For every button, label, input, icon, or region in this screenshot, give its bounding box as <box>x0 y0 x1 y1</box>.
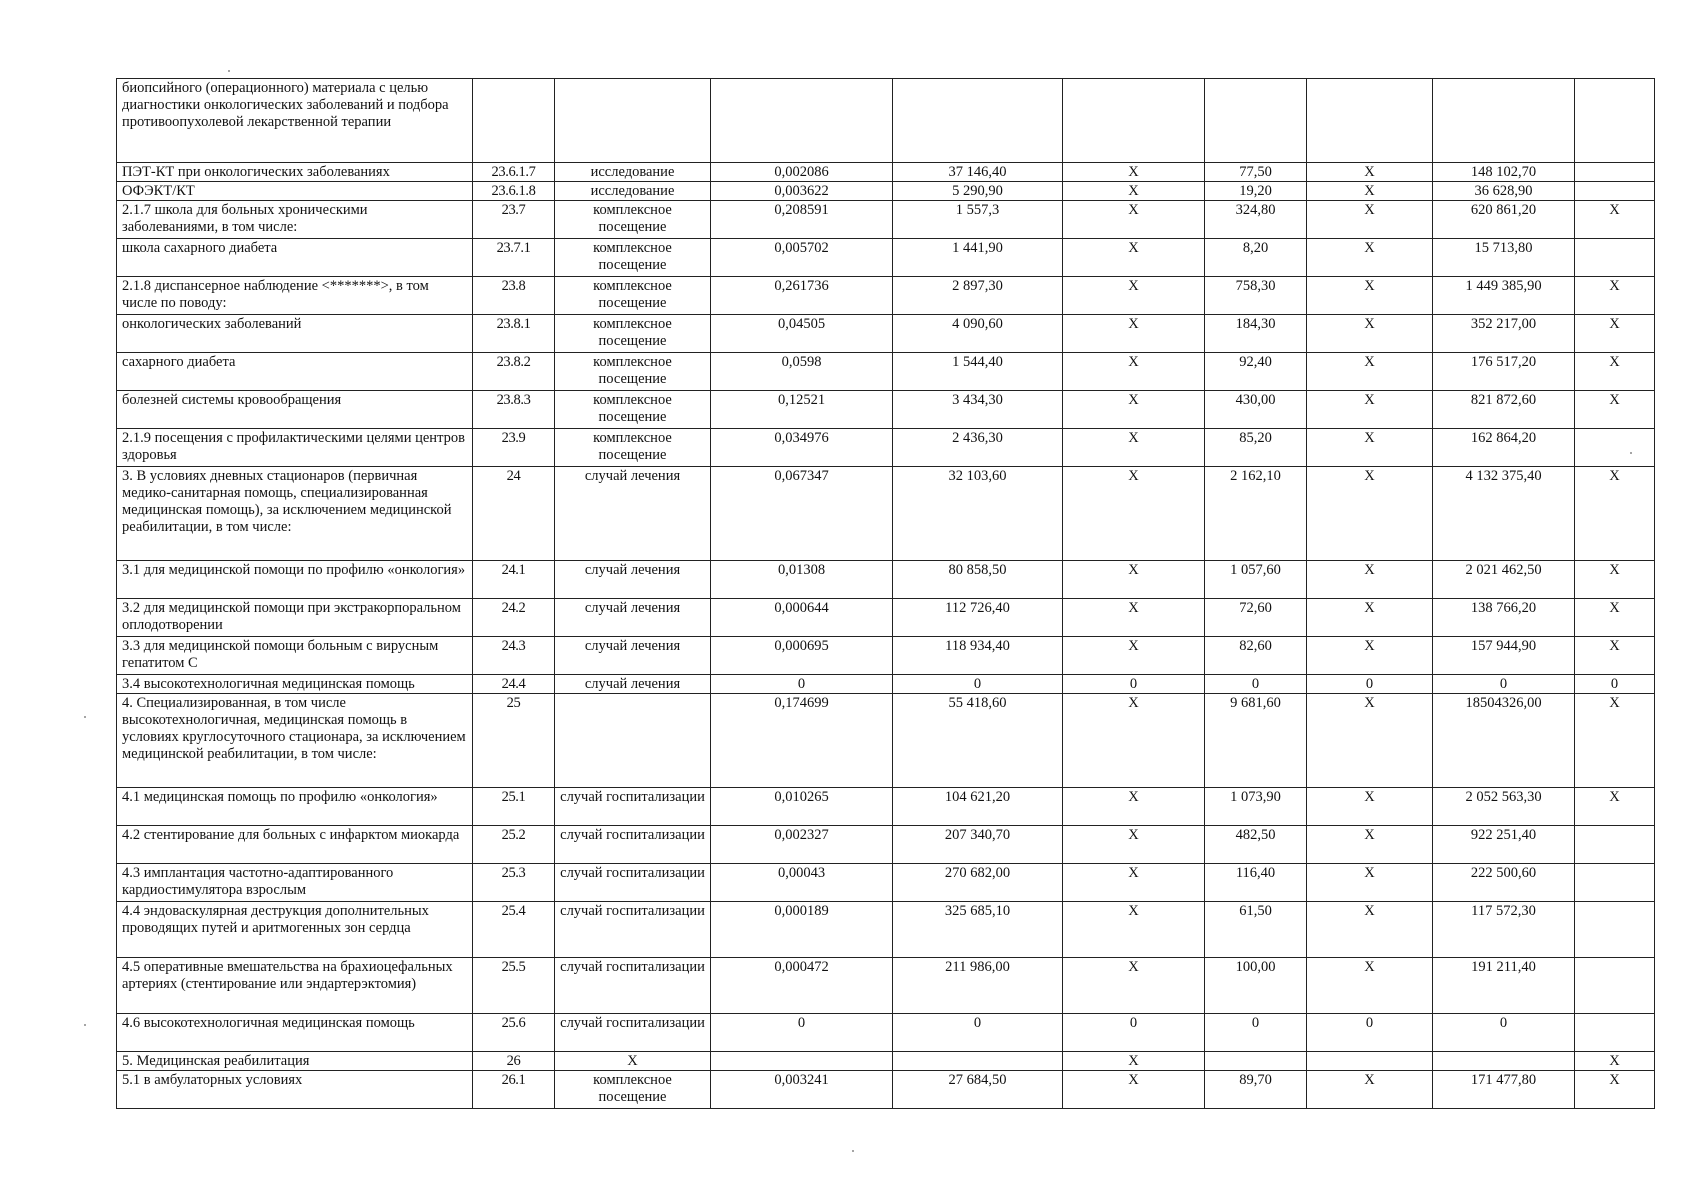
row-norm: 0 <box>711 1014 893 1052</box>
row-col8: X <box>1307 201 1433 239</box>
table-row <box>117 675 1655 694</box>
row-col6: X <box>1063 467 1205 561</box>
row-sum2: 352 217,00 <box>1433 315 1575 353</box>
row-code: 26 <box>473 1052 555 1071</box>
row-unit: комплексное посещение <box>555 239 711 277</box>
row-cost: 1 557,3 <box>893 201 1063 239</box>
row-col8: X <box>1307 239 1433 277</box>
row-col10 <box>1575 902 1655 958</box>
row-col6: X <box>1063 694 1205 788</box>
row-col10: X <box>1575 599 1655 637</box>
row-unit: X <box>555 1052 711 1071</box>
row-col6: X <box>1063 239 1205 277</box>
row-col10: X <box>1575 637 1655 675</box>
row-code: 23.7.1 <box>473 239 555 277</box>
row-name: 3.4 высокотехнологичная медицинская помощь <box>117 675 473 694</box>
row-norm: 0,034976 <box>711 429 893 467</box>
row-norm <box>711 79 893 163</box>
row-sum1: 324,80 <box>1205 201 1307 239</box>
row-cost: 118 934,40 <box>893 637 1063 675</box>
row-cost: 211 986,00 <box>893 958 1063 1014</box>
row-col6: 0 <box>1063 1014 1205 1052</box>
row-code <box>473 79 555 163</box>
row-unit: случай лечения <box>555 467 711 561</box>
row-cost: 0 <box>893 675 1063 694</box>
row-col8 <box>1307 1052 1433 1071</box>
row-col8: X <box>1307 277 1433 315</box>
row-col6: 0 <box>1063 675 1205 694</box>
row-cost: 104 621,20 <box>893 788 1063 826</box>
row-norm: 0,000189 <box>711 902 893 958</box>
row-col10 <box>1575 826 1655 864</box>
row-cost <box>893 79 1063 163</box>
row-norm: 0,010265 <box>711 788 893 826</box>
row-cost: 80 858,50 <box>893 561 1063 599</box>
row-unit: комплексное посещение <box>555 391 711 429</box>
row-col8: X <box>1307 1071 1433 1109</box>
table-row <box>117 599 1655 637</box>
row-norm: 0,000695 <box>711 637 893 675</box>
row-norm: 0,067347 <box>711 467 893 561</box>
row-name: онкологических заболеваний <box>117 315 473 353</box>
row-sum2: 922 251,40 <box>1433 826 1575 864</box>
row-norm: 0,208591 <box>711 201 893 239</box>
row-norm: 0,01308 <box>711 561 893 599</box>
row-unit: случай лечения <box>555 599 711 637</box>
row-col10 <box>1575 79 1655 163</box>
table-body <box>117 79 1655 1109</box>
row-col10: X <box>1575 561 1655 599</box>
row-col10: X <box>1575 1071 1655 1109</box>
row-code: 24.1 <box>473 561 555 599</box>
row-sum2: 148 102,70 <box>1433 163 1575 182</box>
row-name: 3.3 для медицинской помощи больным с вирусным гепатитом С <box>117 637 473 675</box>
row-sum2: 176 517,20 <box>1433 353 1575 391</box>
table-row <box>117 561 1655 599</box>
row-sum2: 191 211,40 <box>1433 958 1575 1014</box>
row-col10: 0 <box>1575 675 1655 694</box>
row-name: биопсийного (операционного) материала с целью диагностики онкологических заболеваний и подбора противоопухолевой лекарственной терапии <box>117 79 473 163</box>
row-sum1: 0 <box>1205 1014 1307 1052</box>
row-name: 5.1 в амбулаторных условиях <box>117 1071 473 1109</box>
row-code: 24 <box>473 467 555 561</box>
row-name: 4. Специализированная, в том числе высокотехнологичная, медицинская помощь в условиях круглосуточного стационара, за исключением медицинской реабилитации, в том числе: <box>117 694 473 788</box>
row-code: 23.9 <box>473 429 555 467</box>
row-name: ПЭТ-КТ при онкологических заболеваниях <box>117 163 473 182</box>
row-sum1: 72,60 <box>1205 599 1307 637</box>
row-cost: 32 103,60 <box>893 467 1063 561</box>
row-col6: X <box>1063 637 1205 675</box>
row-sum2: 2 021 462,50 <box>1433 561 1575 599</box>
row-unit: комплексное посещение <box>555 201 711 239</box>
row-name: 4.4 эндоваскулярная деструкция дополнительных проводящих путей и аритмогенных зон сердца <box>117 902 473 958</box>
row-unit: случай госпитализации <box>555 826 711 864</box>
row-cost: 325 685,10 <box>893 902 1063 958</box>
row-norm: 0,002327 <box>711 826 893 864</box>
row-sum2: 620 861,20 <box>1433 201 1575 239</box>
row-code: 25 <box>473 694 555 788</box>
row-sum1: 19,20 <box>1205 182 1307 201</box>
row-cost: 1 544,40 <box>893 353 1063 391</box>
table-row <box>117 182 1655 201</box>
row-col8: X <box>1307 826 1433 864</box>
row-code: 23.7 <box>473 201 555 239</box>
row-col8: X <box>1307 788 1433 826</box>
row-unit: комплексное посещение <box>555 315 711 353</box>
row-cost: 55 418,60 <box>893 694 1063 788</box>
row-col10 <box>1575 163 1655 182</box>
row-code: 26.1 <box>473 1071 555 1109</box>
row-col6: X <box>1063 561 1205 599</box>
row-sum1: 9 681,60 <box>1205 694 1307 788</box>
scan-speck <box>228 70 230 72</box>
row-sum2: 36 628,90 <box>1433 182 1575 201</box>
row-col6: X <box>1063 1071 1205 1109</box>
row-norm: 0,12521 <box>711 391 893 429</box>
row-code: 23.6.1.7 <box>473 163 555 182</box>
row-col8: 0 <box>1307 1014 1433 1052</box>
row-sum1: 8,20 <box>1205 239 1307 277</box>
row-sum1: 85,20 <box>1205 429 1307 467</box>
row-col8: X <box>1307 353 1433 391</box>
row-col8: X <box>1307 391 1433 429</box>
row-col8: X <box>1307 637 1433 675</box>
scan-speck <box>84 716 86 718</box>
row-col10: X <box>1575 201 1655 239</box>
row-col8: X <box>1307 902 1433 958</box>
row-cost: 112 726,40 <box>893 599 1063 637</box>
row-col6: X <box>1063 353 1205 391</box>
row-norm: 0,261736 <box>711 277 893 315</box>
row-col6: X <box>1063 315 1205 353</box>
row-cost: 2 897,30 <box>893 277 1063 315</box>
row-cost: 207 340,70 <box>893 826 1063 864</box>
row-sum2: 15 713,80 <box>1433 239 1575 277</box>
row-code: 23.8.2 <box>473 353 555 391</box>
row-unit: случай госпитализации <box>555 1014 711 1052</box>
row-name: 3.1 для медицинской помощи по профилю «онкология» <box>117 561 473 599</box>
row-cost: 27 684,50 <box>893 1071 1063 1109</box>
row-col8: X <box>1307 958 1433 1014</box>
row-sum2: 4 132 375,40 <box>1433 467 1575 561</box>
row-col10 <box>1575 182 1655 201</box>
scan-speck <box>1630 452 1632 454</box>
row-col6: X <box>1063 201 1205 239</box>
row-sum1: 77,50 <box>1205 163 1307 182</box>
table-row <box>117 1052 1655 1071</box>
table-row <box>117 315 1655 353</box>
row-col6: X <box>1063 429 1205 467</box>
row-col6: X <box>1063 182 1205 201</box>
row-sum1: 184,30 <box>1205 315 1307 353</box>
row-unit <box>555 79 711 163</box>
table-row <box>117 239 1655 277</box>
row-name: 2.1.9 посещения с профилактическими целями центров здоровья <box>117 429 473 467</box>
row-col6: X <box>1063 277 1205 315</box>
row-name: 5. Медицинская реабилитация <box>117 1052 473 1071</box>
row-col6 <box>1063 79 1205 163</box>
row-col10: X <box>1575 788 1655 826</box>
row-col8: X <box>1307 599 1433 637</box>
row-col6: X <box>1063 599 1205 637</box>
table-row <box>117 902 1655 958</box>
table-row <box>117 694 1655 788</box>
row-sum2: 0 <box>1433 675 1575 694</box>
row-norm: 0,04505 <box>711 315 893 353</box>
table-row <box>117 163 1655 182</box>
row-cost: 270 682,00 <box>893 864 1063 902</box>
row-norm: 0,003241 <box>711 1071 893 1109</box>
row-col10: X <box>1575 353 1655 391</box>
row-norm: 0 <box>711 675 893 694</box>
row-col6: X <box>1063 163 1205 182</box>
row-unit: исследование <box>555 163 711 182</box>
row-name: 4.5 оперативные вмешательства на брахиоцефальных артериях (стентирование или эндартерэктомия) <box>117 958 473 1014</box>
row-name: 4.6 высокотехнологичная медицинская помощь <box>117 1014 473 1052</box>
row-sum1: 2 162,10 <box>1205 467 1307 561</box>
row-unit: комплексное посещение <box>555 277 711 315</box>
row-col10: X <box>1575 694 1655 788</box>
row-col6: X <box>1063 902 1205 958</box>
row-unit: комплексное посещение <box>555 1071 711 1109</box>
row-sum2 <box>1433 79 1575 163</box>
row-unit: случай лечения <box>555 675 711 694</box>
row-name: 4.3 имплантация частотно-адаптированного кардиостимулятора взрослым <box>117 864 473 902</box>
table-row <box>117 201 1655 239</box>
table-row <box>117 864 1655 902</box>
row-col6: X <box>1063 391 1205 429</box>
table-row <box>117 467 1655 561</box>
row-sum1: 92,40 <box>1205 353 1307 391</box>
row-sum2: 2 052 563,30 <box>1433 788 1575 826</box>
scan-speck <box>84 1024 86 1026</box>
row-col10 <box>1575 958 1655 1014</box>
row-code: 23.8.1 <box>473 315 555 353</box>
row-sum1: 61,50 <box>1205 902 1307 958</box>
table-row <box>117 788 1655 826</box>
row-col6: X <box>1063 958 1205 1014</box>
row-name: ОФЭКТ/КТ <box>117 182 473 201</box>
row-col8: X <box>1307 467 1433 561</box>
row-cost: 4 090,60 <box>893 315 1063 353</box>
row-col10: X <box>1575 467 1655 561</box>
row-sum2: 821 872,60 <box>1433 391 1575 429</box>
row-cost: 0 <box>893 1014 1063 1052</box>
row-norm <box>711 1052 893 1071</box>
row-sum1: 89,70 <box>1205 1071 1307 1109</box>
row-col8 <box>1307 79 1433 163</box>
row-col8: X <box>1307 182 1433 201</box>
row-sum2: 18504326,00 <box>1433 694 1575 788</box>
row-code: 24.2 <box>473 599 555 637</box>
row-code: 25.4 <box>473 902 555 958</box>
row-sum1: 100,00 <box>1205 958 1307 1014</box>
row-unit: комплексное посещение <box>555 429 711 467</box>
row-sum1: 430,00 <box>1205 391 1307 429</box>
row-col6: X <box>1063 864 1205 902</box>
row-code: 24.3 <box>473 637 555 675</box>
row-col10 <box>1575 864 1655 902</box>
row-code: 25.3 <box>473 864 555 902</box>
row-norm: 0,000472 <box>711 958 893 1014</box>
row-code: 25.5 <box>473 958 555 1014</box>
row-sum1: 1 073,90 <box>1205 788 1307 826</box>
row-norm: 0,0598 <box>711 353 893 391</box>
row-norm: 0,003622 <box>711 182 893 201</box>
row-sum2: 117 572,30 <box>1433 902 1575 958</box>
row-col6: X <box>1063 826 1205 864</box>
row-sum2 <box>1433 1052 1575 1071</box>
row-sum2: 0 <box>1433 1014 1575 1052</box>
row-sum2: 171 477,80 <box>1433 1071 1575 1109</box>
row-unit: случай госпитализации <box>555 788 711 826</box>
row-code: 25.1 <box>473 788 555 826</box>
row-unit: комплексное посещение <box>555 353 711 391</box>
row-col8: 0 <box>1307 675 1433 694</box>
table-row <box>117 391 1655 429</box>
row-code: 23.6.1.8 <box>473 182 555 201</box>
table-row <box>117 1071 1655 1109</box>
row-unit: исследование <box>555 182 711 201</box>
row-col6: X <box>1063 788 1205 826</box>
row-code: 25.6 <box>473 1014 555 1052</box>
row-sum1: 482,50 <box>1205 826 1307 864</box>
row-col8: X <box>1307 315 1433 353</box>
row-norm: 0,000644 <box>711 599 893 637</box>
row-name: болезней системы кровообращения <box>117 391 473 429</box>
row-cost: 3 434,30 <box>893 391 1063 429</box>
row-sum1: 0 <box>1205 675 1307 694</box>
row-sum1 <box>1205 1052 1307 1071</box>
row-cost: 2 436,30 <box>893 429 1063 467</box>
row-col8: X <box>1307 429 1433 467</box>
table-row <box>117 1014 1655 1052</box>
row-name: школа сахарного диабета <box>117 239 473 277</box>
row-sum1: 1 057,60 <box>1205 561 1307 599</box>
table-row <box>117 429 1655 467</box>
row-name: сахарного диабета <box>117 353 473 391</box>
row-name: 4.2 стентирование для больных с инфарктом миокарда <box>117 826 473 864</box>
table-row <box>117 353 1655 391</box>
row-sum2: 157 944,90 <box>1433 637 1575 675</box>
row-unit: случай госпитализации <box>555 902 711 958</box>
row-cost: 1 441,90 <box>893 239 1063 277</box>
table-row <box>117 958 1655 1014</box>
row-code: 24.4 <box>473 675 555 694</box>
row-col10 <box>1575 1014 1655 1052</box>
row-unit: случай госпитализации <box>555 864 711 902</box>
row-sum1: 116,40 <box>1205 864 1307 902</box>
table-row <box>117 637 1655 675</box>
row-norm: 0,174699 <box>711 694 893 788</box>
row-code: 23.8 <box>473 277 555 315</box>
row-name: 3. В условиях дневных стационаров (первичная медико-санитарная помощь, специализированная медицинская помощь), за исключением медицинской реабилитации, в том числе: <box>117 467 473 561</box>
row-col8: X <box>1307 561 1433 599</box>
row-name: 3.2 для медицинской помощи при экстракорпоральном оплодотворении <box>117 599 473 637</box>
row-col8: X <box>1307 694 1433 788</box>
row-sum2: 222 500,60 <box>1433 864 1575 902</box>
row-col10: X <box>1575 1052 1655 1071</box>
row-unit <box>555 694 711 788</box>
row-unit: случай госпитализации <box>555 958 711 1014</box>
row-col10: X <box>1575 315 1655 353</box>
row-norm: 0,005702 <box>711 239 893 277</box>
row-code: 25.2 <box>473 826 555 864</box>
table-row <box>117 826 1655 864</box>
row-col8: X <box>1307 163 1433 182</box>
row-unit: случай лечения <box>555 561 711 599</box>
row-col6: X <box>1063 1052 1205 1071</box>
row-sum1: 758,30 <box>1205 277 1307 315</box>
row-col10: X <box>1575 277 1655 315</box>
table-row <box>117 277 1655 315</box>
table-row <box>117 79 1655 163</box>
row-name: 2.1.7 школа для больных хроническими заболеваниями, в том числе: <box>117 201 473 239</box>
row-cost: 37 146,40 <box>893 163 1063 182</box>
tariff-table <box>116 78 1655 1109</box>
row-norm: 0,00043 <box>711 864 893 902</box>
scan-speck <box>852 1150 854 1152</box>
row-col10 <box>1575 239 1655 277</box>
row-sum1 <box>1205 79 1307 163</box>
row-col8: X <box>1307 864 1433 902</box>
row-sum2: 138 766,20 <box>1433 599 1575 637</box>
row-col10: X <box>1575 391 1655 429</box>
row-code: 23.8.3 <box>473 391 555 429</box>
row-sum2: 1 449 385,90 <box>1433 277 1575 315</box>
row-cost: 5 290,90 <box>893 182 1063 201</box>
row-col10 <box>1575 429 1655 467</box>
row-unit: случай лечения <box>555 637 711 675</box>
row-sum2: 162 864,20 <box>1433 429 1575 467</box>
row-name: 2.1.8 диспансерное наблюдение <*******>, в том числе по поводу: <box>117 277 473 315</box>
row-cost <box>893 1052 1063 1071</box>
row-norm: 0,002086 <box>711 163 893 182</box>
row-sum1: 82,60 <box>1205 637 1307 675</box>
row-name: 4.1 медицинская помощь по профилю «онкология» <box>117 788 473 826</box>
